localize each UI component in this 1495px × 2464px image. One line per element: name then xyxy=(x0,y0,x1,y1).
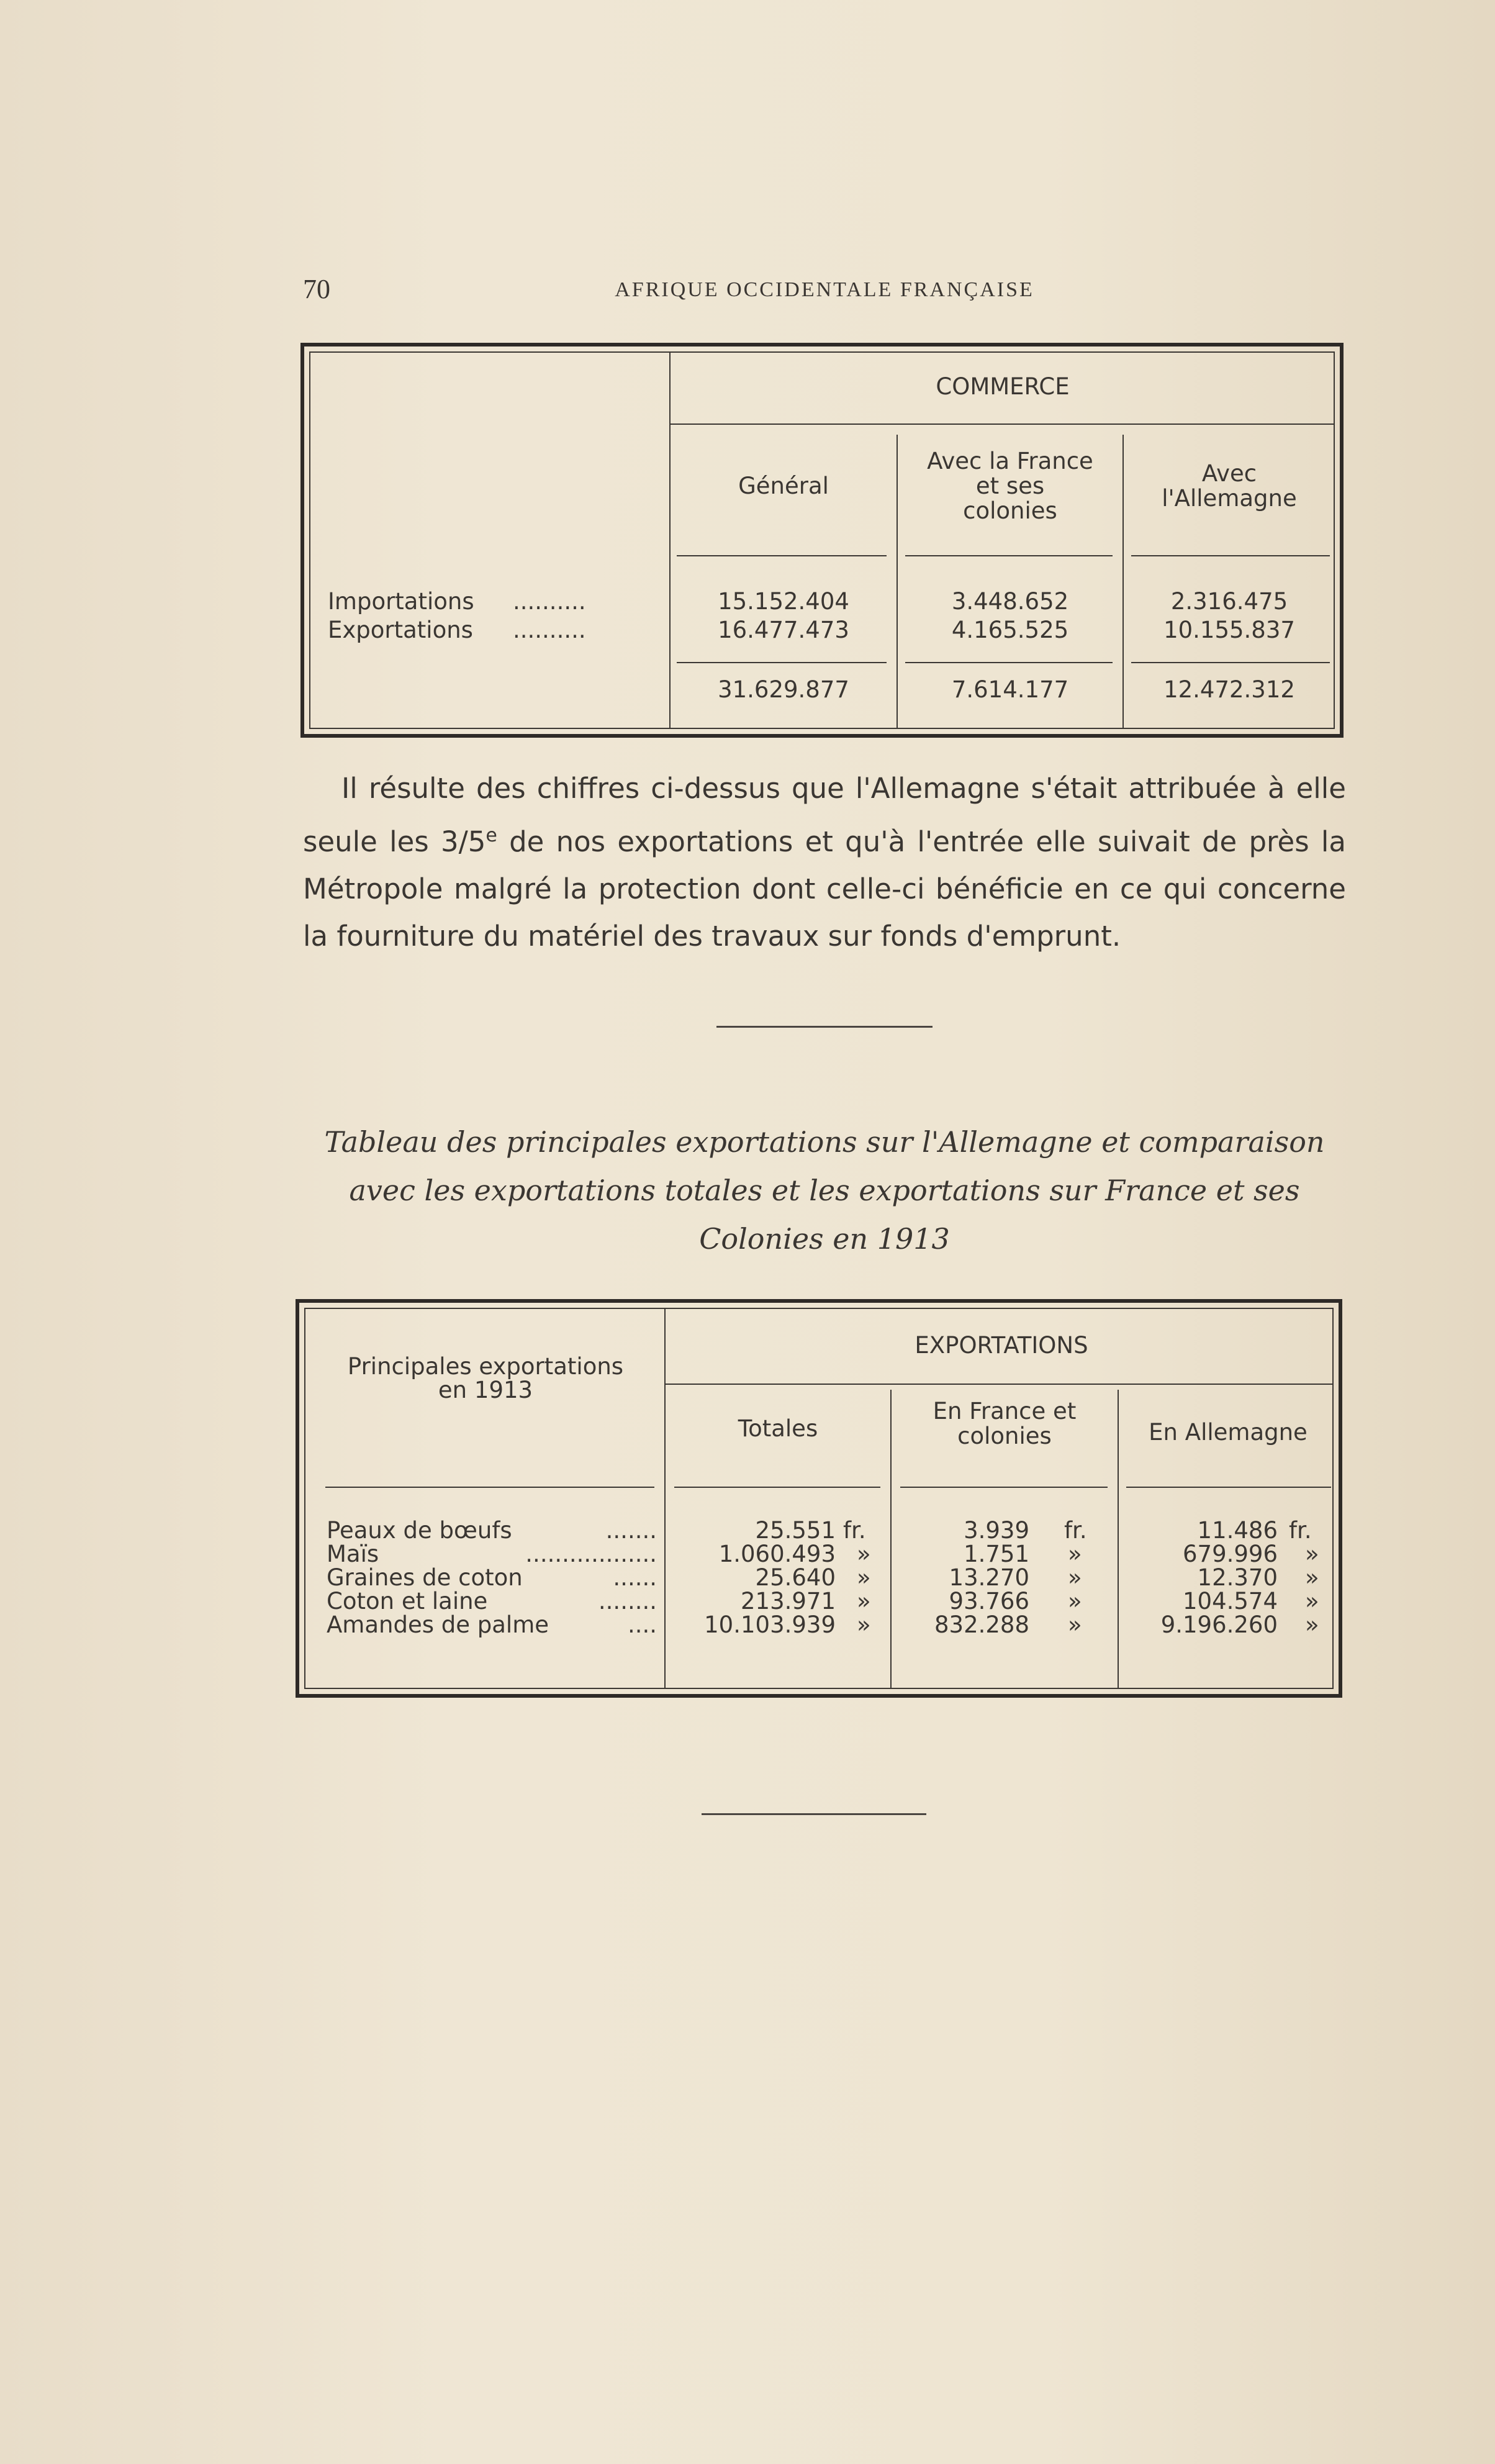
body-paragraph xyxy=(303,765,1346,960)
exports-table-title xyxy=(303,1118,1346,1263)
col-header-france-line3: colonies xyxy=(963,497,1057,524)
dot-leader: ........ xyxy=(598,1588,657,1615)
value-totales: 25.640 xyxy=(755,1564,836,1591)
value-totales: 213.971 xyxy=(740,1588,836,1615)
unit-mark: » xyxy=(1068,1588,1082,1615)
row-label: Maïs xyxy=(327,1541,379,1567)
col-header-germany: En Allemagne xyxy=(1149,1419,1308,1446)
col-header-general: Général xyxy=(738,473,829,499)
unit-mark: » xyxy=(1068,1541,1082,1567)
exports-group-header: EXPORTATIONS xyxy=(915,1332,1088,1359)
title-line-3: Colonies en 1913 xyxy=(699,1222,950,1256)
row-header-line1: Principales exportations xyxy=(347,1353,624,1380)
unit-mark: » xyxy=(1068,1564,1082,1591)
row-label: Graines de coton xyxy=(327,1564,523,1591)
commerce-group-header: COMMERCE xyxy=(936,373,1070,400)
section-divider xyxy=(702,1813,926,1815)
row-label: Importations xyxy=(328,588,474,615)
paragraph-text-end: de nos exportations et qu'à l'entrée elle suivait de près la Métropole malgré la protection dont celle-ci bénéficie en ce qui concerne la fourniture du matériel des travaux sur fonds d'emprunt. xyxy=(303,825,1346,953)
section-divider xyxy=(716,1026,933,1028)
value-general: 16.477.473 xyxy=(718,617,849,643)
paragraph-superscript: e xyxy=(486,825,497,846)
col-header-france-line2: et ses xyxy=(975,473,1045,499)
value-france: 93.766 xyxy=(949,1588,1029,1615)
unit-mark: fr. xyxy=(1289,1517,1312,1544)
row-label: Peaux de bœufs xyxy=(327,1517,512,1544)
value-germany: 10.155.837 xyxy=(1163,617,1295,643)
value-totales: 1.060.493 xyxy=(718,1541,836,1567)
unit-mark: » xyxy=(1068,1611,1082,1638)
value-france: 3.939 xyxy=(964,1517,1029,1544)
dot-leader: ....... xyxy=(605,1517,657,1544)
col-header-france-line2: colonies xyxy=(957,1423,1052,1449)
row-header-line2: en 1913 xyxy=(438,1377,533,1403)
value-france: 4.165.525 xyxy=(951,617,1069,643)
paragraph-text-start: Il résulte des chiffres ci-dessus que l'Allemagne s'était attribuée à elle seule les 3/5 xyxy=(303,772,1346,858)
col-header-france-line1: En France et xyxy=(933,1398,1077,1424)
total-germany: 12.472.312 xyxy=(1163,676,1295,703)
unit-mark: fr. xyxy=(1064,1517,1087,1544)
col-header-france-line1: Avec la France xyxy=(927,448,1093,474)
unit-mark: » xyxy=(1305,1611,1319,1638)
title-line-2: avec les exportations totales et les exportations sur France et ses xyxy=(349,1174,1300,1207)
value-france: 13.270 xyxy=(949,1564,1029,1591)
dot-leader: .... xyxy=(627,1611,657,1638)
exports-table xyxy=(296,1299,1342,1698)
total-france: 7.614.177 xyxy=(951,676,1069,703)
value-germany: 679.996 xyxy=(1182,1541,1278,1567)
value-germany: 2.316.475 xyxy=(1170,588,1288,615)
value-germany: 12.370 xyxy=(1197,1564,1278,1591)
value-totales: 10.103.939 xyxy=(704,1611,836,1638)
col-header-germany-line2: l'Allemagne xyxy=(1162,485,1297,512)
dot-leader: .......... xyxy=(513,588,586,615)
title-line-1: Tableau des principales exportations sur l'Allemagne et comparaison xyxy=(324,1125,1325,1159)
unit-mark: fr. xyxy=(843,1517,866,1544)
row-label: Coton et laine xyxy=(327,1588,488,1615)
col-header-germany-line1: Avec xyxy=(1201,460,1257,487)
col-header-totales: Totales xyxy=(738,1415,818,1442)
unit-mark: » xyxy=(857,1564,871,1591)
row-label: Amandes de palme xyxy=(327,1611,549,1638)
commerce-table xyxy=(300,343,1344,738)
value-france: 832.288 xyxy=(934,1611,1029,1638)
unit-mark: » xyxy=(1305,1564,1319,1591)
unit-mark: » xyxy=(857,1541,871,1567)
value-france: 3.448.652 xyxy=(951,588,1069,615)
value-france: 1.751 xyxy=(964,1541,1029,1567)
row-label: Exportations xyxy=(328,617,473,643)
dot-leader: .......... xyxy=(513,617,586,643)
page-header xyxy=(303,273,1346,310)
value-totales: 25.551 xyxy=(755,1517,836,1544)
unit-mark: » xyxy=(857,1611,871,1638)
unit-mark: » xyxy=(857,1588,871,1615)
value-germany: 104.574 xyxy=(1182,1588,1278,1615)
unit-mark: » xyxy=(1305,1541,1319,1567)
dot-leader: ...... xyxy=(613,1564,657,1591)
value-germany: 9.196.260 xyxy=(1160,1611,1278,1638)
dot-leader: .................. xyxy=(525,1541,657,1567)
unit-mark: » xyxy=(1305,1588,1319,1615)
total-general: 31.629.877 xyxy=(718,676,849,703)
running-title: AFRIQUE OCCIDENTALE FRANÇAISE xyxy=(615,278,1034,301)
value-germany: 11.486 xyxy=(1197,1517,1278,1544)
page-number: 70 xyxy=(303,274,330,304)
value-general: 15.152.404 xyxy=(718,588,849,615)
